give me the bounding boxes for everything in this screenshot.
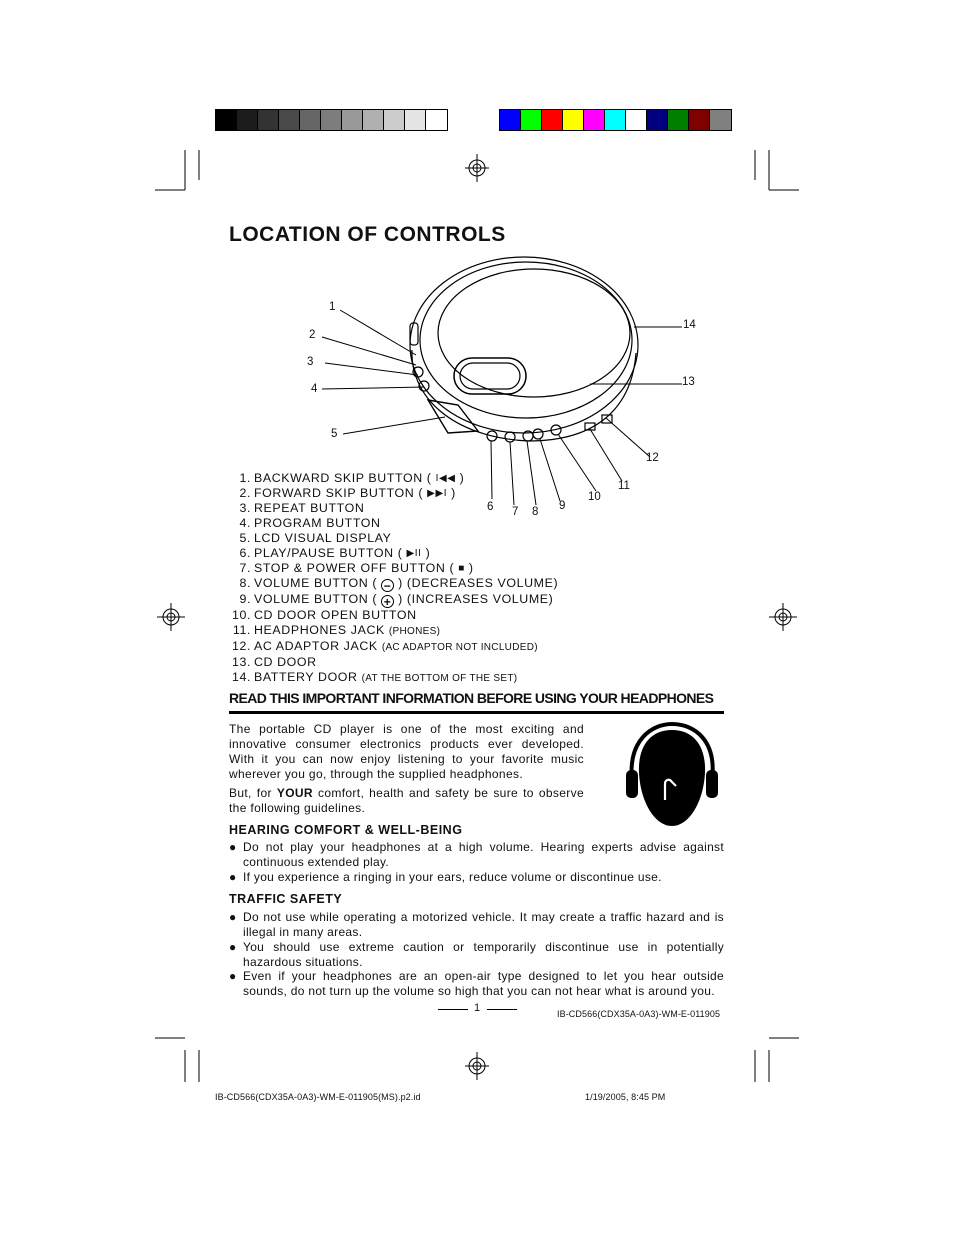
registration-mark-right bbox=[769, 603, 797, 631]
bullet-item bbox=[229, 840, 724, 869]
control-number: 3. bbox=[239, 501, 251, 515]
control-item bbox=[229, 531, 558, 546]
bullet-dot-icon: ● bbox=[229, 969, 237, 983]
guidelines-paragraph: But, for YOUR comfort, health and safety be sure to observe the following guidelines. bbox=[229, 786, 584, 815]
lcd-display bbox=[428, 400, 478, 433]
control-number: 2. bbox=[239, 486, 251, 500]
control-label-tail: ) (INCREASES VOLUME) bbox=[398, 592, 554, 606]
control-label: PLAY/PAUSE BUTTON ( bbox=[254, 546, 403, 560]
control-number: 1. bbox=[239, 471, 251, 485]
page-number: 1 bbox=[474, 1002, 481, 1014]
control-number: 11. bbox=[232, 623, 251, 637]
control-item bbox=[229, 623, 558, 639]
bullet-dot-icon: ● bbox=[229, 940, 237, 954]
headphones-section-heading: READ THIS IMPORTANT INFORMATION BEFORE USING YOUR HEADPHONES bbox=[229, 690, 714, 706]
control-label: BACKWARD SKIP BUTTON ( bbox=[254, 471, 432, 485]
callout-14: 14 bbox=[683, 319, 696, 331]
control-item bbox=[229, 501, 558, 516]
control-label: PROGRAM BUTTON bbox=[254, 516, 381, 530]
control-symbol-icon: ▶II bbox=[406, 548, 422, 559]
hearing-heading: HEARING COMFORT & WELL-BEING bbox=[229, 823, 463, 837]
bullet-dot-icon: ● bbox=[229, 840, 237, 854]
traffic-heading: TRAFFIC SAFETY bbox=[229, 892, 343, 906]
control-note: (PHONES) bbox=[388, 626, 441, 637]
callout-6: 6 bbox=[487, 501, 494, 513]
control-label: CD DOOR OPEN BUTTON bbox=[254, 608, 417, 622]
control-item bbox=[229, 516, 558, 531]
cd-door bbox=[438, 269, 630, 397]
control-symbol-icon: I◀◀ bbox=[435, 473, 456, 484]
bullet-item bbox=[229, 969, 724, 998]
controls-list bbox=[229, 471, 558, 686]
bullet-dot-icon: ● bbox=[229, 870, 237, 884]
control-note: (AT THE BOTTOM OF THE SET) bbox=[361, 673, 518, 684]
section-divider bbox=[229, 711, 724, 714]
registration-mark-bottom bbox=[465, 1052, 489, 1080]
control-label-tail: ) (DECREASES VOLUME) bbox=[398, 576, 559, 590]
callout-8: 8 bbox=[532, 506, 539, 518]
bullet-text: You should use extreme caution or temporarily discontinue use in potentially hazardous situations. bbox=[243, 940, 724, 969]
control-note: (AC ADAPTOR NOT INCLUDED) bbox=[381, 642, 538, 653]
control-symbol-icon: ■ bbox=[458, 563, 465, 574]
control-item bbox=[229, 576, 558, 592]
control-number: 5. bbox=[239, 531, 251, 545]
control-number: 9. bbox=[239, 592, 251, 606]
control-symbol-icon: + bbox=[381, 595, 394, 608]
control-label-tail: ) bbox=[425, 546, 431, 560]
control-number: 4. bbox=[239, 516, 251, 530]
control-label: BATTERY DOOR bbox=[254, 670, 358, 684]
control-item bbox=[229, 486, 558, 501]
control-item bbox=[229, 608, 558, 623]
callout-1: 1 bbox=[329, 301, 336, 313]
control-label-tail: ) bbox=[451, 486, 456, 500]
page-number-rule-right bbox=[487, 1009, 517, 1010]
registration-mark-top bbox=[465, 154, 489, 182]
registration-mark-left bbox=[157, 603, 185, 631]
control-symbol-icon: ▶▶I bbox=[427, 488, 448, 499]
control-number: 12. bbox=[231, 639, 251, 653]
bullet-item bbox=[229, 870, 724, 885]
control-item bbox=[229, 561, 558, 576]
control-item bbox=[229, 639, 558, 655]
control-number: 7. bbox=[239, 561, 251, 575]
callout-13: 13 bbox=[682, 376, 695, 388]
bullet-item bbox=[229, 940, 724, 969]
file-name: IB-CD566(CDX35A-0A3)-WM-E-011905(MS).p2.id bbox=[215, 1092, 421, 1102]
control-label: REPEAT BUTTON bbox=[254, 501, 365, 515]
bullet-dot-icon: ● bbox=[229, 910, 237, 924]
callout-2: 2 bbox=[309, 329, 316, 341]
timestamp: 1/19/2005, 8:45 PM bbox=[585, 1092, 666, 1102]
control-item bbox=[229, 655, 558, 670]
bullet-item bbox=[229, 910, 724, 939]
page-title: LOCATION OF CONTROLS bbox=[229, 223, 506, 246]
callout-9: 9 bbox=[559, 500, 566, 512]
bullet-text: Even if your headphones are an open-air type designed to let you hear outside sounds, do not turn up the volume so high that you can not hear what is around you. bbox=[243, 969, 724, 998]
control-label: CD DOOR bbox=[254, 655, 317, 669]
control-label: STOP & POWER OFF BUTTON ( bbox=[254, 561, 455, 575]
control-item bbox=[229, 546, 558, 561]
page-number-rule-left bbox=[438, 1009, 468, 1010]
control-number: 13. bbox=[231, 655, 251, 669]
control-label: VOLUME BUTTON ( bbox=[254, 592, 378, 606]
control-number: 6. bbox=[239, 546, 251, 560]
control-label: FORWARD SKIP BUTTON ( bbox=[254, 486, 424, 500]
control-item bbox=[229, 592, 558, 608]
control-label-tail: ) bbox=[459, 471, 465, 485]
control-label: HEADPHONES JACK bbox=[254, 623, 385, 637]
doc-code: IB-CD566(CDX35A-0A3)-WM-E-011905 bbox=[557, 1009, 721, 1019]
callout-10: 10 bbox=[588, 491, 601, 503]
callout-12: 12 bbox=[646, 452, 659, 464]
control-number: 14. bbox=[231, 670, 251, 684]
callout-4: 4 bbox=[311, 383, 318, 395]
callout-7: 7 bbox=[512, 506, 519, 518]
intro-paragraph: The portable CD player is one of the most exciting and innovative consumer electronics products ever developed. With it you can now enjoy listening to your favorite music wherever you go, through the supplied headphones. bbox=[229, 722, 584, 781]
callout-5: 5 bbox=[331, 428, 338, 440]
control-number: 10. bbox=[231, 608, 251, 622]
bullet-text: Do not use while operating a motorized vehicle. It may create a traffic hazard and is illegal in many areas. bbox=[243, 910, 724, 939]
control-item bbox=[229, 670, 558, 686]
player-body-outline bbox=[410, 257, 638, 433]
control-label: LCD VISUAL DISPLAY bbox=[254, 531, 392, 545]
control-symbol-icon: − bbox=[381, 579, 394, 592]
control-label: AC ADAPTOR JACK bbox=[254, 639, 378, 653]
callout-11: 11 bbox=[618, 480, 630, 492]
control-number: 8. bbox=[239, 576, 251, 590]
headphones-head-icon bbox=[622, 720, 722, 832]
bullet-text: If you experience a ringing in your ears, reduce volume or discontinue use. bbox=[243, 870, 662, 884]
bullet-text: Do not play your headphones at a high volume. Hearing experts advise against continuous extended play. bbox=[243, 840, 724, 869]
control-item bbox=[229, 471, 558, 486]
callout-3: 3 bbox=[307, 356, 314, 368]
control-label-tail: ) bbox=[468, 561, 474, 575]
control-label: VOLUME BUTTON ( bbox=[254, 576, 378, 590]
